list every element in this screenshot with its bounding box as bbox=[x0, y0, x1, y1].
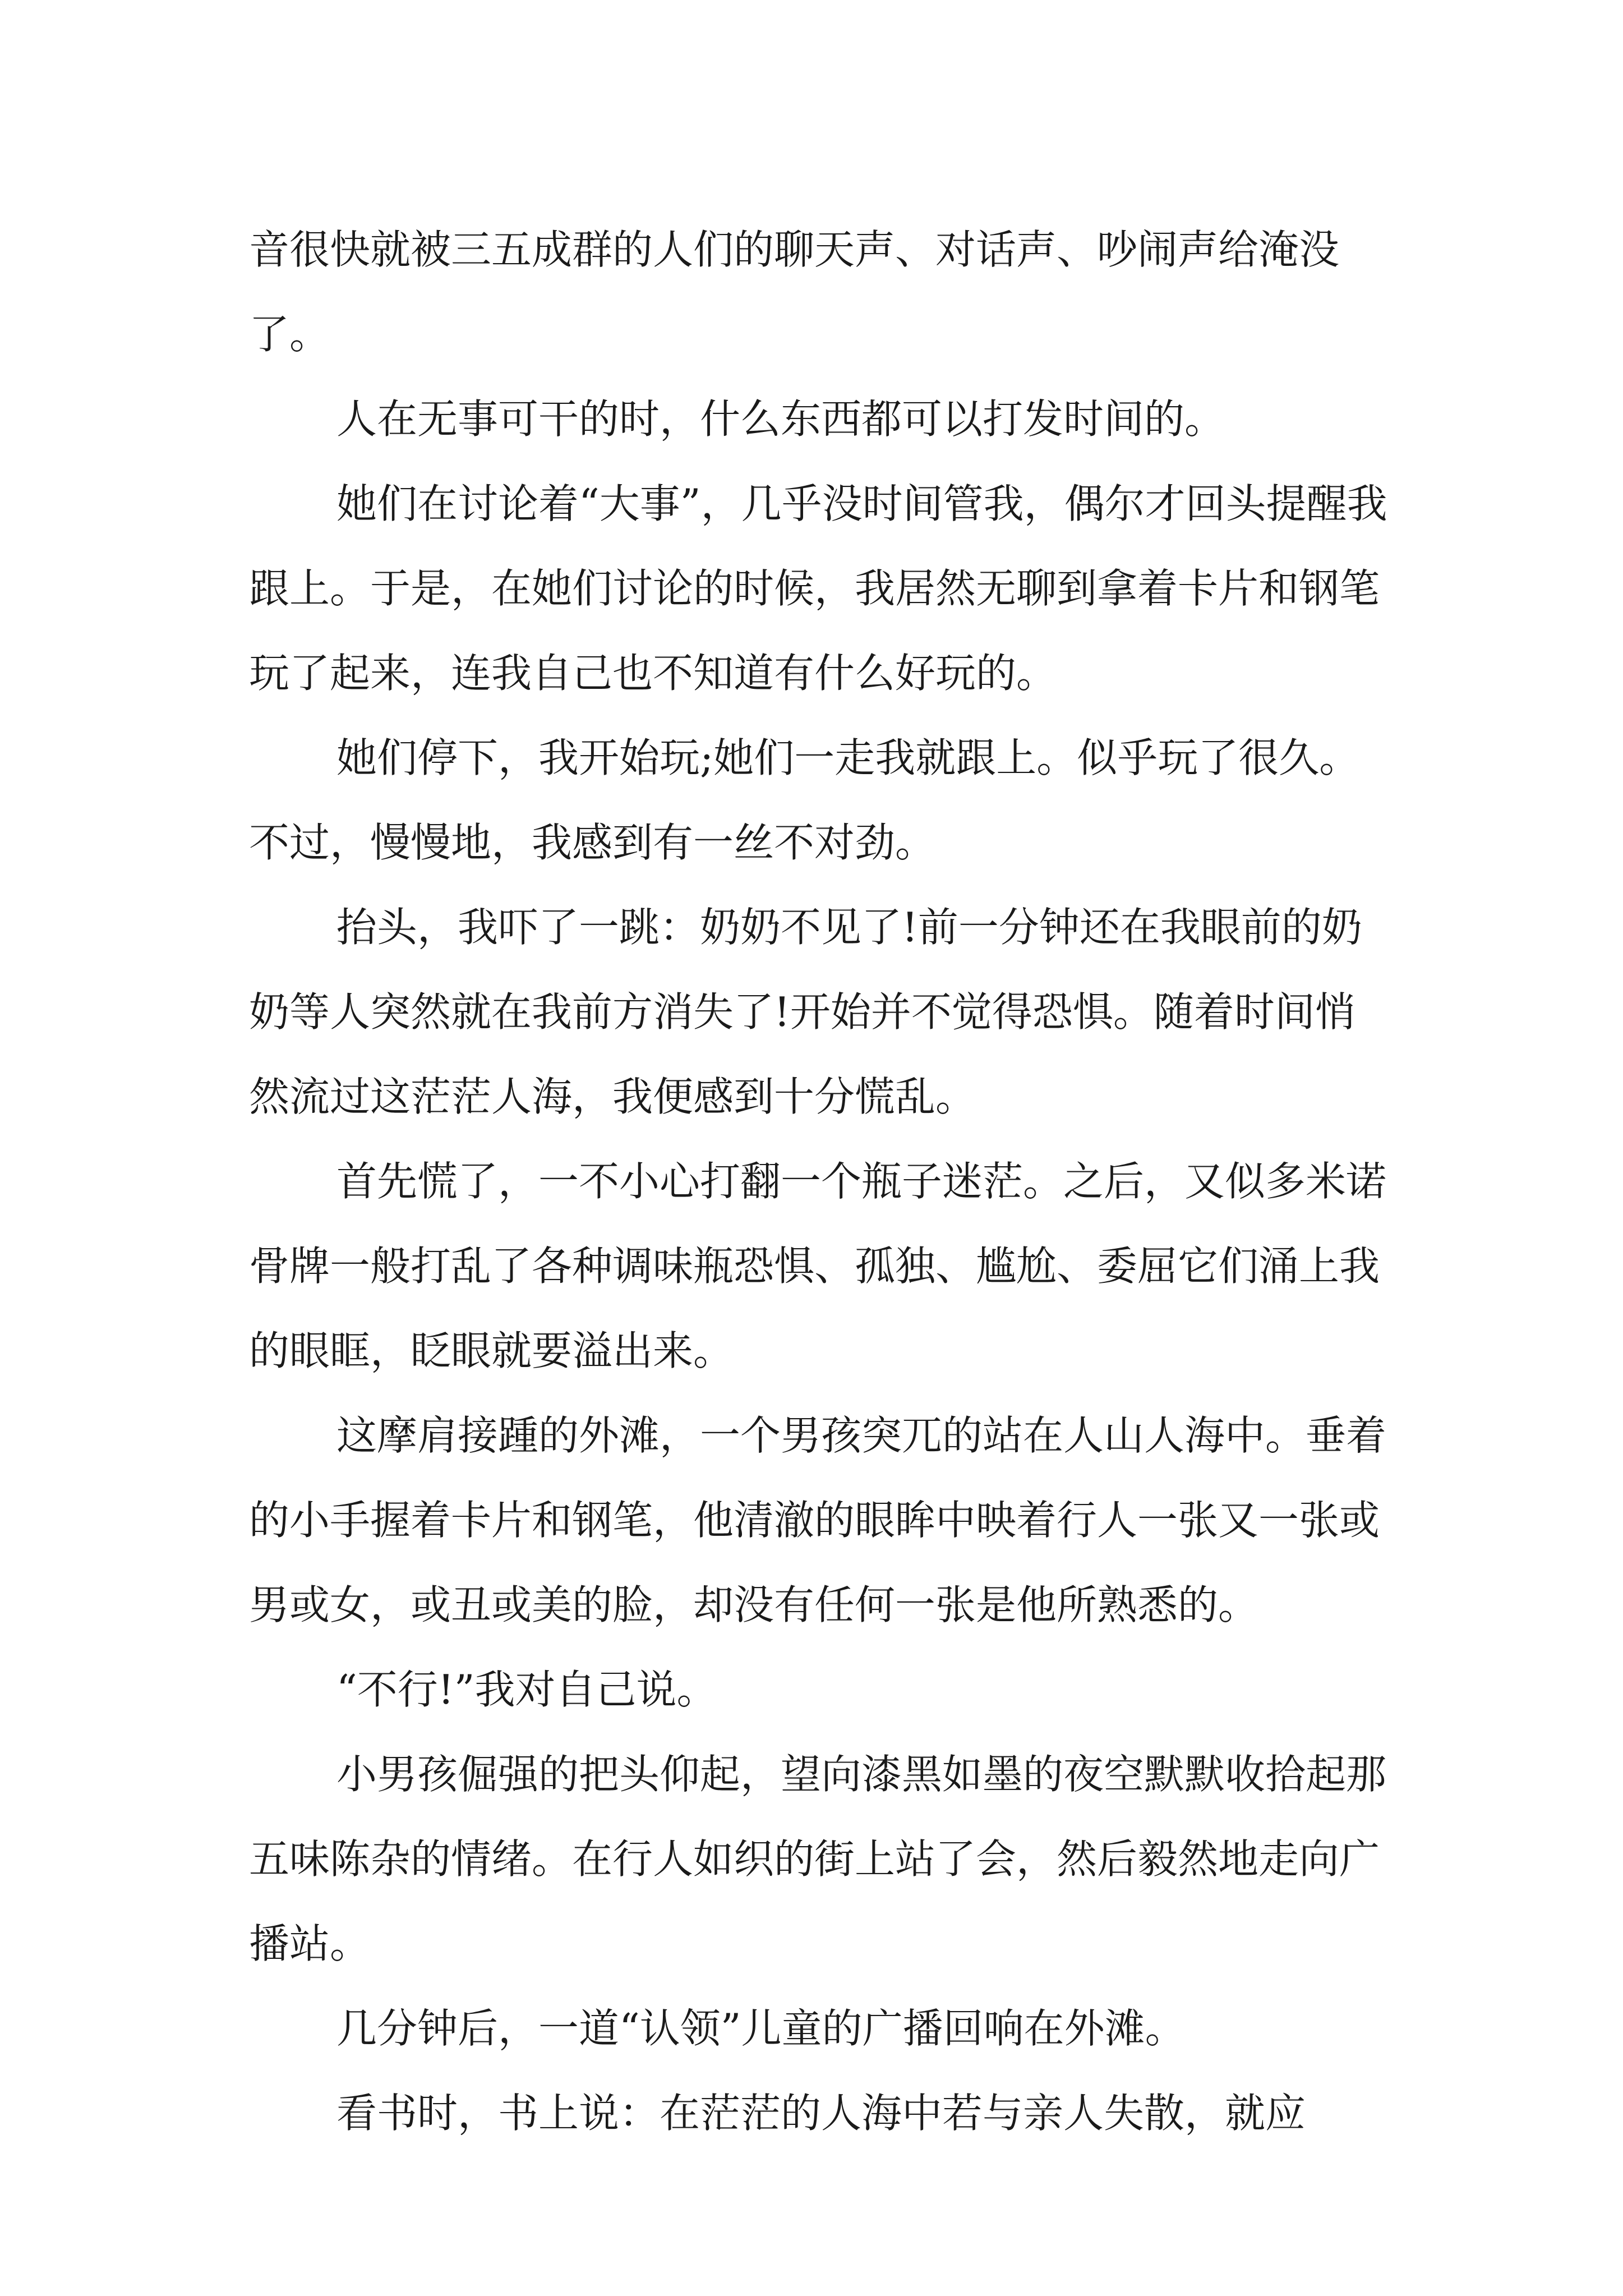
paragraph: 她们在讨论着“大事”，几乎没时间管我，偶尔才回头提醒我跟上。于是，在她们讨论的时候，我居然无聊到拿着卡片和钢笔玩了起来，连我自己也不知道有什么好玩的。 bbox=[249, 480, 1387, 697]
paragraph: 小男孩倔强的把头仰起，望向漆黑如墨的夜空默默收拾起那五味陈杂的情绪。在行人如织的街上站了会，然后毅然地走向广播站。 bbox=[249, 1751, 1387, 1967]
paragraph: “不行!”我对自己说。 bbox=[336, 1666, 717, 1713]
paragraph: 人在无事可干的时，什么东西都可以打发时间的。 bbox=[336, 395, 1225, 443]
paragraph: 她们停下，我开始玩;她们一走我就跟上。似乎玩了很久。不过，慢慢地，我感到有一丝不对劲。 bbox=[249, 734, 1360, 866]
paragraph: 抬头，我吓了一跳：奶奶不见了!前一分钟还在我眼前的奶奶等人突然就在我前方消失了!开始并不觉得恐惧。随着时间悄然流过这茫茫人海，我便感到十分慌乱。 bbox=[249, 904, 1362, 1120]
paragraph: 首先慌了，一不小心打翻一个瓶子迷茫。之后，又似多米诺骨牌一般打乱了各种调味瓶恐惧、孤独、尴尬、委屈它们涌上我的眼眶，眨眼就要溢出来。 bbox=[249, 1158, 1387, 1374]
paragraph: 这摩肩接踵的外滩，一个男孩突兀的站在人山人海中。垂着的小手握着卡片和钢笔，他清澈的眼眸中映着行人一张又一张或男或女，或丑或美的脸，却没有任何一张是他所熟悉的。 bbox=[249, 1412, 1387, 1628]
paragraph: 几分钟后，一道“认领”儿童的广播回响在外滩。 bbox=[336, 2005, 1186, 2052]
paragraph: 看书时，书上说：在茫茫的人海中若与亲人失散，就应 bbox=[336, 2090, 1306, 2137]
body-text bbox=[249, 208, 1393, 2156]
paragraph: 音很快就被三五成群的人们的聊天声、对话声、吵闹声给淹没了。 bbox=[249, 226, 1340, 358]
